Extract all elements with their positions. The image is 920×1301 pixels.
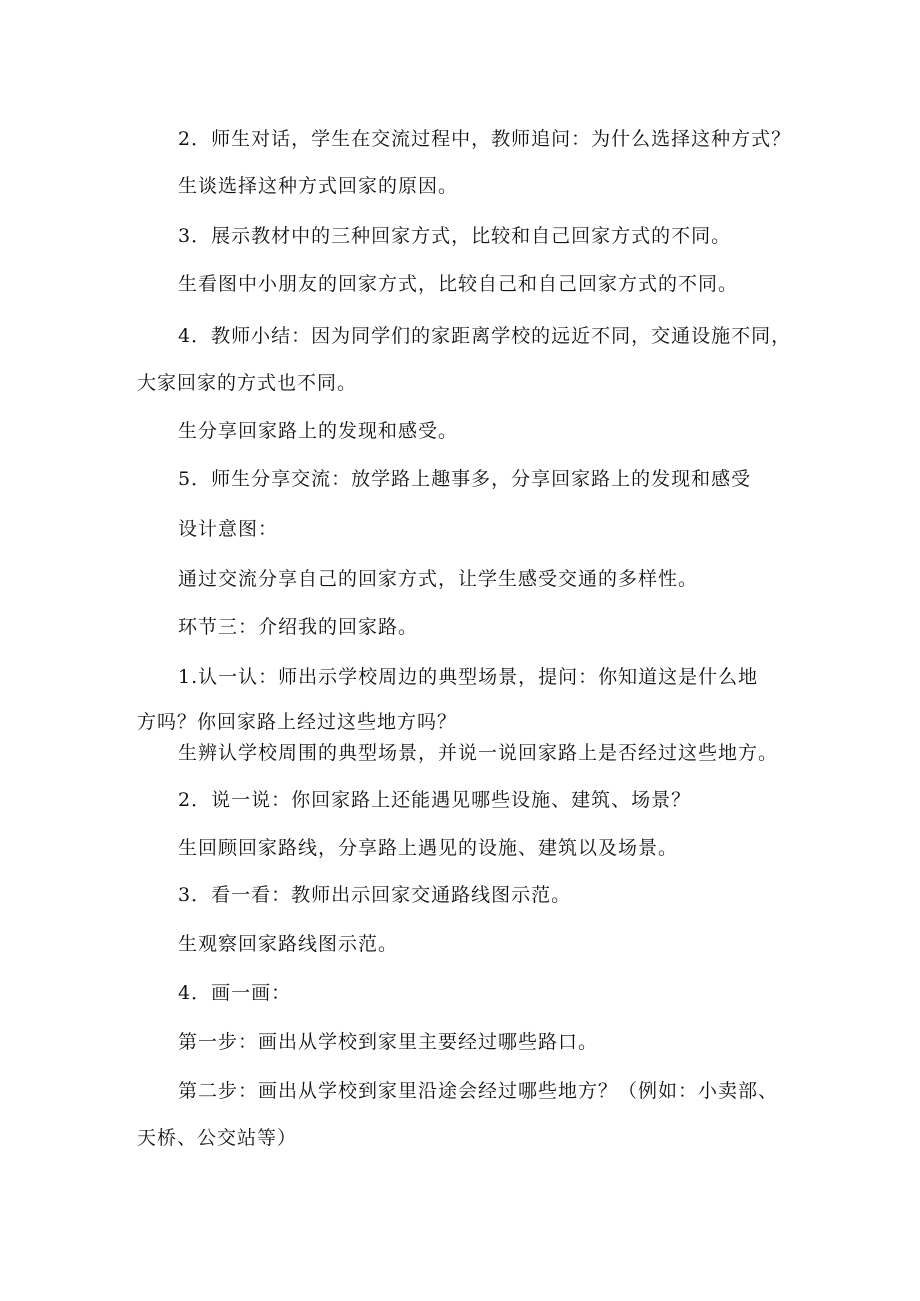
paragraph-line: 生观察回家路线图示范。 xyxy=(178,933,399,955)
paragraph-line: 大家回家的方式也不同。 xyxy=(137,372,358,394)
section-label: 设计意图： xyxy=(178,518,279,540)
paragraph-line: 3．看一看：教师出示回家交通路线图示范。 xyxy=(178,884,572,906)
paragraph-line: 通过交流分享自己的回家方式，让学生感受交通的多样性。 xyxy=(178,568,699,590)
paragraph-line: 生谈选择这种方式回家的原因。 xyxy=(178,175,459,197)
paragraph-line: 天桥、公交站等） xyxy=(137,1127,298,1149)
paragraph-line: 1.认一认：师出示学校周边的典型场景，提问：你知道这是什么地 xyxy=(178,666,759,688)
paragraph-line: 生回顾回家路线，分享路上遇见的设施、建筑以及场景。 xyxy=(178,837,679,859)
paragraph-line: 4．教师小结：因为同学们的家距离学校的远近不同，交通设施不同， xyxy=(178,325,792,347)
paragraph-line: 方吗？你回家路上经过这些地方吗？ xyxy=(137,711,458,733)
paragraph-line: 生看图中小朋友的回家方式，比较自己和自己回家方式的不同。 xyxy=(178,273,739,295)
paragraph-line: 第二步：画出从学校到家里沿途会经过哪些地方？（例如：小卖部、 xyxy=(178,1080,779,1102)
paragraph-line: 5．师生分享交流：放学路上趣事多，分享回家路上的发现和感受 xyxy=(178,468,752,490)
paragraph-line: 3．展示教材中的三种回家方式，比较和自己回家方式的不同。 xyxy=(178,225,732,247)
paragraph-line: 生分享回家路上的发现和感受。 xyxy=(178,420,459,442)
paragraph-line: 4．画一画： xyxy=(178,982,292,1004)
paragraph-line: 2．说一说：你回家路上还能遇见哪些设施、建筑、场景？ xyxy=(178,789,692,811)
paragraph-line: 第一步：画出从学校到家里主要经过哪些路口。 xyxy=(178,1031,599,1053)
section-heading: 环节三：介绍我的回家路。 xyxy=(178,616,419,638)
paragraph-line: 2．师生对话，学生在交流过程中，教师追问：为什么选择这种方式？ xyxy=(178,128,792,150)
paragraph-line: 生辨认学校周围的典型场景，并说一说回家路上是否经过这些地方。 xyxy=(178,742,779,764)
